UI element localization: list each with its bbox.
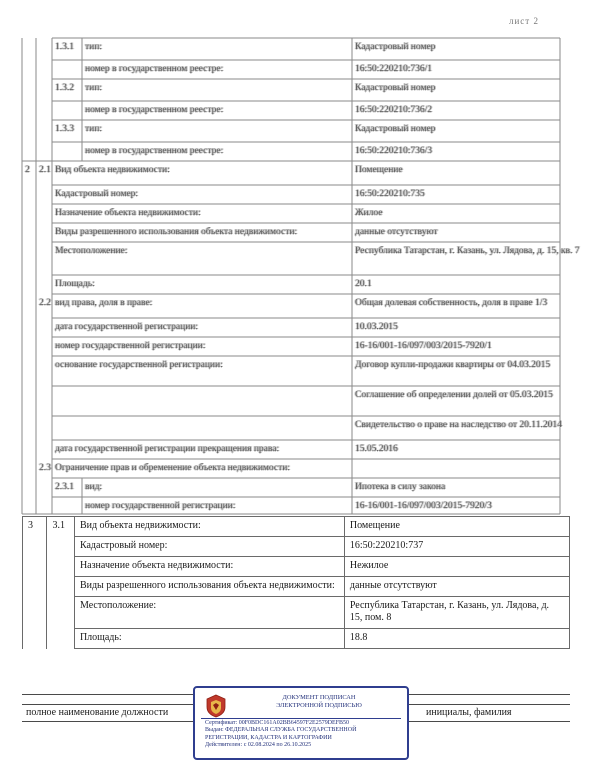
faded-row-label: номер государственной регистрации: [55,341,206,351]
faded-row-label: Местоположение: [55,246,128,256]
faded-row-value: данные отсутствуют [355,227,438,237]
faded-row-label: Вид объекта недвижимости: [55,165,170,175]
stamp-issued-line1: Выдан: ФЕДЕРАЛЬНАЯ СЛУЖБА ГОСУДАРСТВЕННОЙ [205,727,357,734]
row-value: Республика Татарстан, г. Казань, ул. Лядова, д. 15, пом. 8 [344,597,569,629]
subsection-number: 3.1 [47,517,75,649]
row-label: Вид объекта недвижимости: [74,517,344,537]
page-number: лист 2 [509,16,539,26]
faded-row-value: Кадастровый номер [355,83,436,93]
faded-row-label: тип: [85,42,102,52]
faded-row-value: 16:50:220210:735 [355,189,425,199]
stamp-title-line2: ЭЛЕКТРОННОЙ ПОДПИСЬЮ [276,702,362,709]
faded-row-value: 16:50:220210:736/3 [355,146,433,156]
faded-row-value: 16-16/001-16/097/003/2015-7920/3 [355,501,492,511]
row-label: Площадь: [74,629,344,649]
faded-row-label: тип: [85,83,102,93]
faded-item-number: 1.3.1 [55,42,74,52]
faded-row-value: 16:50:220210:736/2 [355,105,433,115]
faded-row-label: Ограничение прав и обременение объекта недвижимости: [55,463,290,473]
faded-row-label: Площадь: [55,279,95,289]
faded-row-label: основание государственной регистрации: [55,360,223,370]
row-value: 16:50:220210:737 [344,537,569,557]
faded-row-label: Назначение объекта недвижимости: [55,208,201,218]
faded-row-value: Ипотека в силу закона [355,482,446,492]
stamp-certificate: Сертификат: 00F0BDC161A02BB64597F2E2579DEFB50 [205,720,350,726]
row-label: Виды разрешенного использования объекта недвижимости: [74,577,344,597]
faded-row-label: Кадастровый номер: [55,189,139,199]
stamp-title-line1: ДОКУМЕНТ ПОДПИСАН [282,694,356,701]
faded-subsection-number: 2.3 [39,463,51,473]
row-label: Назначение объекта недвижимости: [74,557,344,577]
position-caption: полное наименование должности [26,707,169,718]
faded-row-value: 10.03.2015 [355,322,398,332]
row-value: Нежилое [344,557,569,577]
faded-row-label: вид: [85,482,103,492]
faded-row-label: номер государственной регистрации: [85,501,236,511]
row-value: Помещение [344,517,569,537]
faded-row-label: номер в государственном реестре: [85,64,224,74]
faded-item-number: 1.3.2 [55,83,74,93]
faded-row-value: Республика Татарстан, г. Казань, ул. Лядова, д. 15, кв. 7 [355,246,580,256]
faded-row-value: Кадастровый номер [355,124,436,134]
faded-row-value: 16:50:220210:736/1 [355,64,433,74]
stamp-valid-dates: Действителен: с 02.08.2024 по 26.10.2025 [205,741,312,748]
faded-item-number: 2.3.1 [55,482,74,492]
electronic-signature-stamp [193,686,409,760]
faded-row-value: 15.05.2016 [355,444,398,454]
section-number: 3 [23,517,47,649]
row-value: 18.8 [344,629,569,649]
faded-subsection-number: 2.1 [39,165,51,175]
faded-row-value: Свидетельство о праве на наследство от 20.11.2014 [355,420,562,430]
faded-row-value: Жилое [355,208,383,218]
row-label: Кадастровый номер: [74,537,344,557]
faded-row-value: 20.1 [355,279,372,289]
faded-row-value: 16-16/001-16/097/003/2015-7920/1 [355,341,492,351]
row-label: Местоположение: [74,597,344,629]
faded-row-value: Кадастровый номер [355,42,436,52]
faded-section-number: 2 [25,165,30,175]
faded-row-label: номер в государственном реестре: [85,105,224,115]
faded-row-value: Общая долевая собственность, доля в праве 1/3 [355,298,548,308]
rosreestr-emblem-icon [203,693,229,719]
object-details-table [22,516,570,649]
name-caption: инициалы, фамилия [426,707,512,718]
row-value: данные отсутствуют [344,577,569,597]
faded-row-label: тип: [85,124,102,134]
faded-row-label: дата государственной регистрации прекращения права: [55,444,280,454]
stamp-issued-line2: РЕГИСТРАЦИИ, КАДАСТРА И КАРТОГРАФИИ [205,734,332,741]
stamp-separator [201,718,401,719]
faded-row-value: Помещение [355,165,403,175]
faded-row-label: вид права, доля в праве: [55,298,153,308]
faded-row-value: Договор купли-продажи квартиры от 04.03.2015 [355,360,551,370]
stamp-body [205,720,401,749]
faded-row-label: дата государственной регистрации: [55,322,199,332]
faded-subsection-number: 2.2 [39,298,51,308]
faded-row-label: Виды разрешенного использования объекта недвижимости: [55,227,298,237]
stamp-title [235,694,403,710]
faded-row-label: номер в государственном реестре: [85,146,224,156]
faded-row-value: Соглашение об определении долей от 05.03.2015 [355,390,553,400]
faded-upper-table [22,38,580,516]
faded-item-number: 1.3.3 [55,124,74,134]
